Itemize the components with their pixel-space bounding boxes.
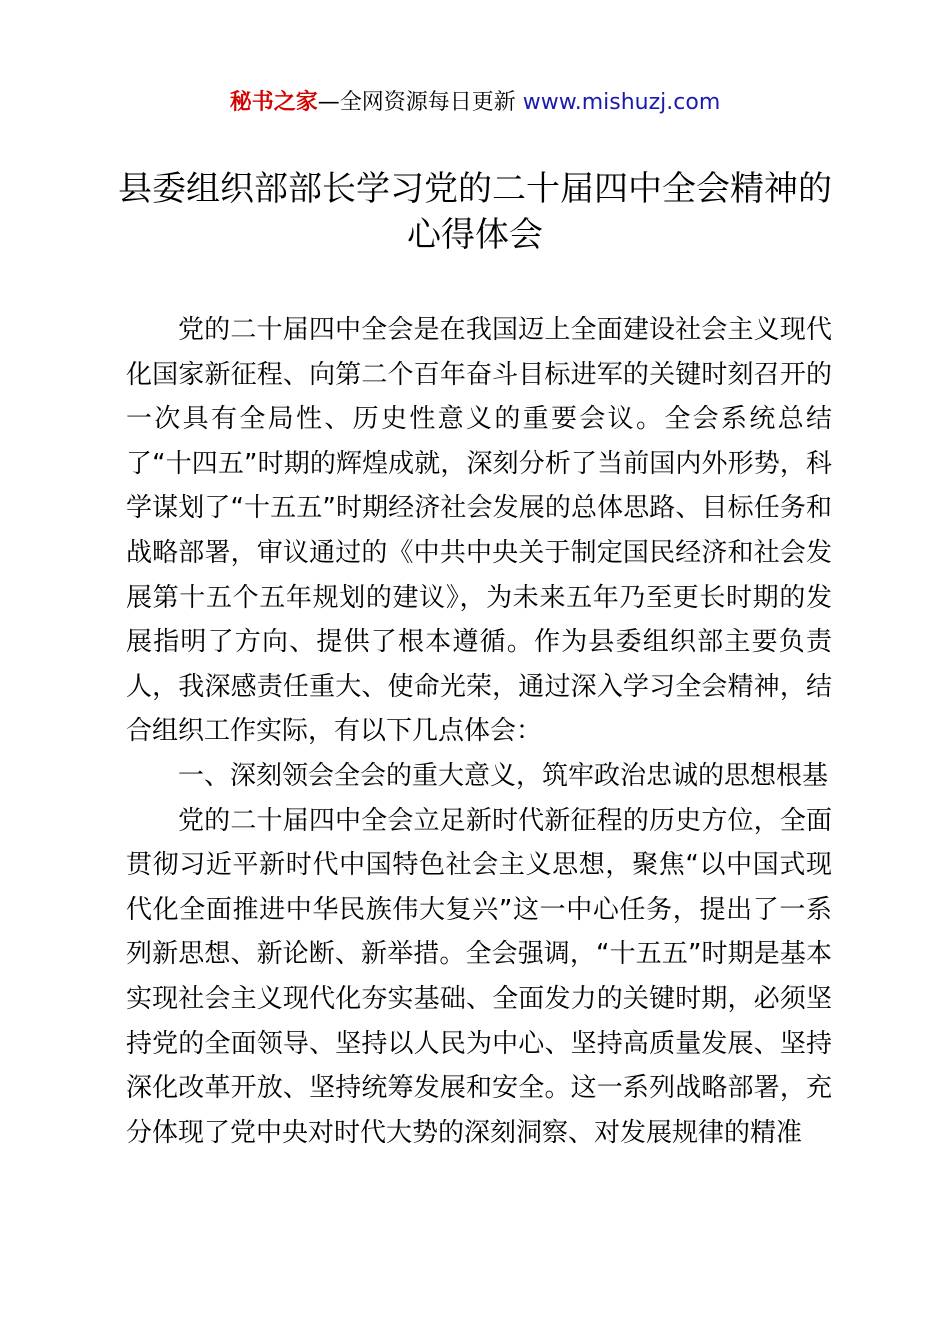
paragraph-intro: 党的二十届四中全会是在我国迈上全面建设社会主义现代化国家新征程、向第二个百年奋斗目标进军的关键时刻召开的一次具有全局性、历史性意义的重要会议。全会系统总结了“十四五”时期的辉煌成就，深刻分析了当前国内外形势，科学谋划了“十五五”时期经济社会发展的总体思路、目标任务和战略部署，审议通过的《中共中央关于制定国民经济和社会发展第十五个五年规划的建议》，为未来五年乃至更长时期的发展指明了方向、提供了根本遵循。作为县委组织部主要负责人，我深感责任重大、使命光荣，通过深入学习全会精神，结合组织工作实际，有以下几点体会： xyxy=(126,315,832,747)
site-url-link[interactable]: www.mishuzj.com xyxy=(522,90,721,115)
document-title: 县委组织部部长学习党的二十届四中全会精神的心得体会 xyxy=(118,169,832,255)
header-tagline: —全网资源每日更新 xyxy=(317,90,523,115)
section-heading-1: 一、深刻领会全会的重大意义，筑牢政治忠诚的思想根基 xyxy=(178,760,829,791)
site-header xyxy=(0,88,950,118)
body-text-region xyxy=(126,308,832,1150)
paragraph-section-1: 党的二十届四中全会立足新时代新征程的历史方位，全面贯彻习近平新时代中国特色社会主义思想，聚焦“以中国式现代化全面推进中华民族伟大复兴”这一中心任务，提出了一系列新思想、新论断、新举措。全会强调，“十五五”时期是基本实现社会主义现代化夯实基础、全面发力的关键时期，必须坚持党的全面领导、坚持以人民为中心、坚持高质量发展、坚持深化改革开放、坚持统筹发展和安全。这一系列战略部署，充分体现了党中央对时代大势的深刻洞察、对发展规律的精准 xyxy=(126,805,832,1148)
brand-name: 秘书之家 xyxy=(229,90,318,115)
document-body xyxy=(126,308,832,1150)
